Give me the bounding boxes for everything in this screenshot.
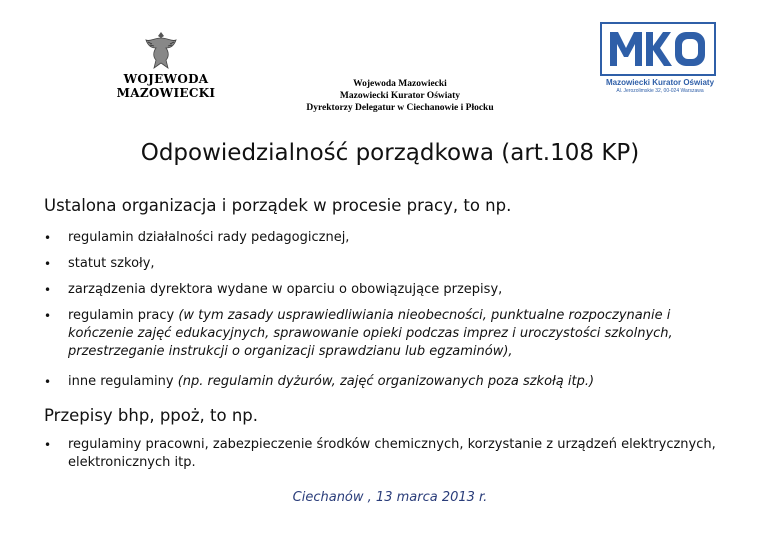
mko-letters-icon — [602, 24, 713, 73]
bullet-icon: • — [44, 309, 52, 323]
mko-logo-frame — [600, 22, 716, 76]
section1-heading: Ustalona organizacja i porządek w procesie pracy, to np. — [44, 196, 512, 215]
list-item: • zarządzenia dyrektora wydane w oparciu o obowiązujące przepisy, — [44, 282, 503, 297]
mko-subtitle: Mazowiecki Kurator Oświaty — [605, 78, 715, 87]
bullet-icon: • — [44, 375, 52, 389]
bullet-icon: • — [44, 438, 52, 452]
page-title: Odpowiedzialność porządkowa (art.108 KP) — [140, 140, 640, 166]
list-item: • regulamin pracy (w tym zasady usprawiedliwiania nieobecności, punktualne rozpoczynanie i kończenie zajęć edukacyjnych, sprawowanie opieki podczas imprez i uroczystości szkolnych, przestrzeganie instrukcji o organizacji sprawdzianu lub egzaminów), — [44, 308, 673, 359]
section2-list — [44, 436, 734, 472]
eagle-emblem-icon — [144, 30, 178, 70]
logo-left-label: WOJEWODA MAZOWIECKI — [116, 72, 216, 100]
wojewoda-logo — [78, 24, 250, 100]
section1-list — [44, 229, 734, 391]
header-line-3: Dyrektorzy Delegatur w Ciechanowie i Płocku — [306, 103, 494, 113]
list-item: • regulaminy pracowni, zabezpieczenie środków chemicznych, korzystanie z urządzeń elektrycznych, elektronicznych itp. — [44, 437, 716, 470]
header-line-2: Mazowiecki Kurator Oświaty — [339, 91, 461, 101]
bullet-icon: • — [44, 231, 52, 245]
bullet-icon: • — [44, 257, 52, 271]
mko-logo — [596, 20, 724, 100]
bullet-icon: • — [44, 283, 52, 297]
list-item: • regulamin działalności rady pedagogicznej, — [44, 230, 350, 245]
header-line-1: Wojewoda Mazowiecki — [353, 79, 447, 89]
list-item: • statut szkoły, — [44, 256, 155, 271]
section2-heading: Przepisy bhp, ppoż, to np. — [44, 406, 258, 425]
mko-address: Al. Jerozolimskie 32, 00-024 Warszawa — [616, 88, 704, 94]
footer-date: Ciechanów , 13 marca 2013 r. — [292, 490, 488, 505]
list-item: • inne regulaminy (np. regulamin dyżurów, zajęć organizowanych poza szkołą itp.) — [44, 374, 595, 389]
header-institutions — [280, 78, 520, 114]
